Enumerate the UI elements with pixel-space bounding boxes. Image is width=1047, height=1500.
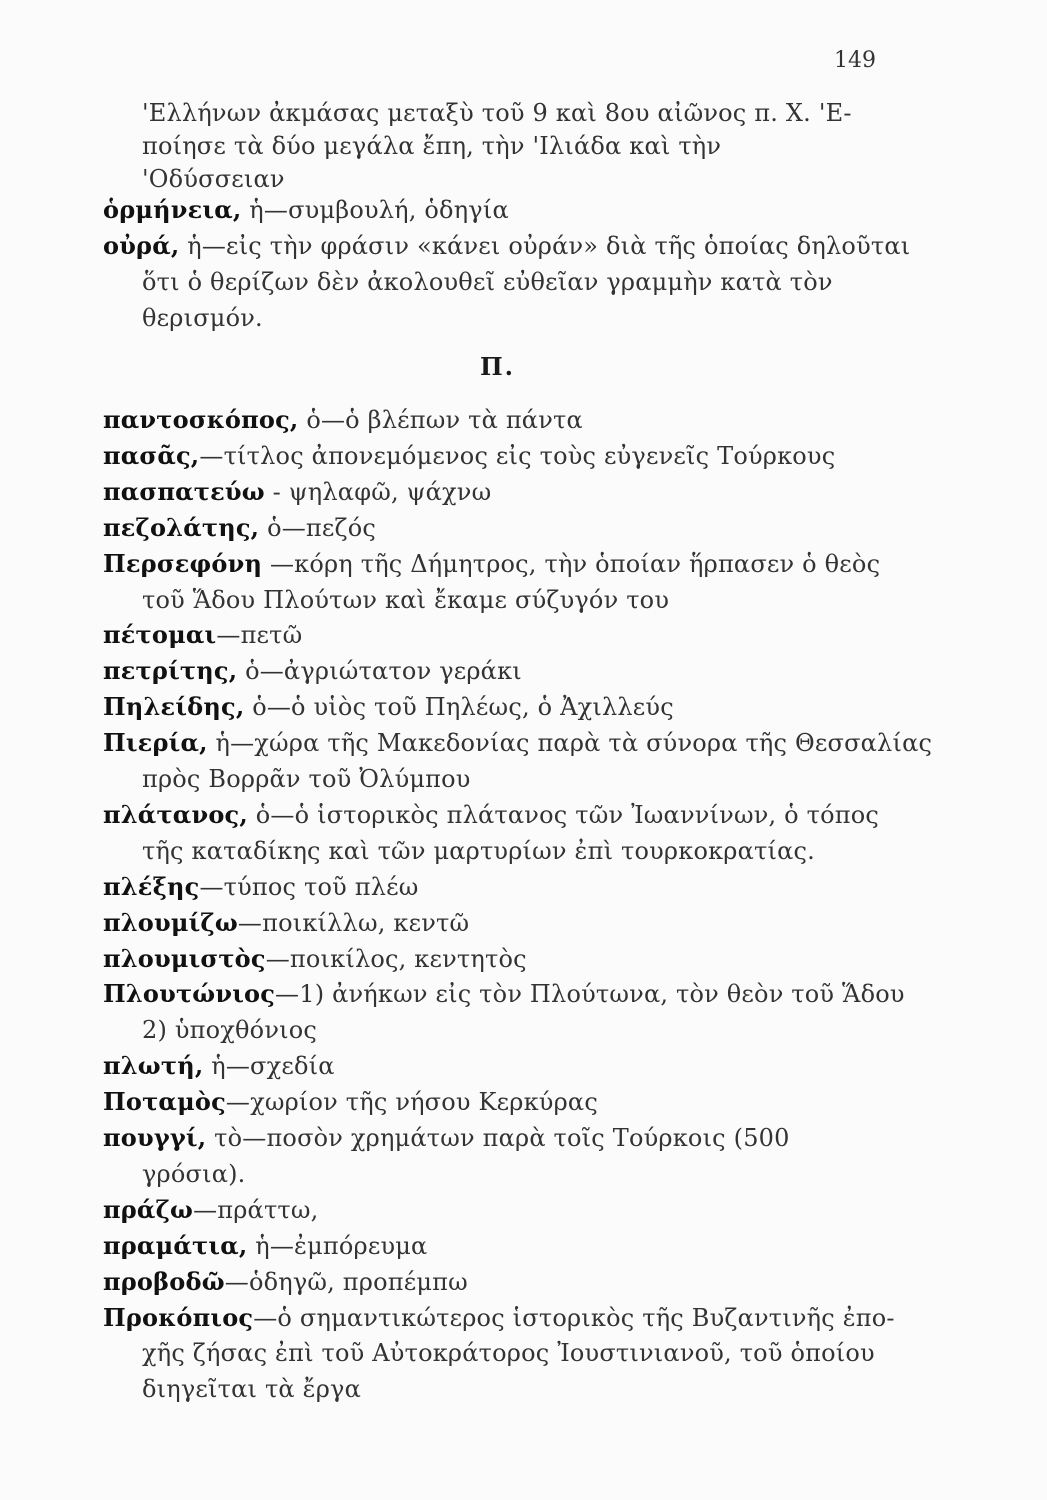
entry-definition: ποίησε τὰ δύο μεγάλα ἔπη, τὴν 'Ιλιάδα καὶ τὴν xyxy=(142,132,722,160)
entry-definition: ὅτι ὁ θερίζων δὲν ἀκολουθεῖ εὐθεῖαν γραμμὴν κατὰ τὸν xyxy=(142,268,833,296)
entry-headword: πλάτανος, xyxy=(103,799,248,829)
entry-headword: Ποταμὸς xyxy=(103,1087,226,1117)
entry-headword: Πλουτώνιος xyxy=(103,979,276,1009)
dictionary-entry xyxy=(103,513,376,543)
entry-headword: Πιερία, xyxy=(103,728,208,758)
continuation-line xyxy=(142,98,852,128)
entry-headword: πεζολάτης, xyxy=(103,512,260,542)
entry-definition: —ὁδηγῶ, προπέμπω xyxy=(224,1267,468,1296)
entry-definition: ὁ—πεζός xyxy=(259,513,377,542)
dictionary-entry xyxy=(103,441,835,471)
entry-definition: —τίτλος ἀπονεμόμενος εἰς τοὺς εὐγενεῖς Τούρκους xyxy=(199,441,836,470)
dictionary-entry xyxy=(103,1087,598,1117)
entry-definition: τῆς καταδίκης καὶ τῶν μαρτυρίων ἐπὶ τουρκοκρατίας. xyxy=(142,836,815,865)
dictionary-entry-continuation xyxy=(142,267,833,297)
entry-definition: —κόρη τῆς Δήμητρος, τὴν ὁποίαν ἥρπασεν ὁ θεὸς xyxy=(262,549,881,578)
entry-definition: ἡ—εἰς τὴν φράσιν «κάνει οὐράν» διὰ τῆς ὁποίας δηλοῦται xyxy=(179,232,911,260)
entry-definition: 2) ὑποχθόνιος xyxy=(142,1016,318,1045)
entry-definition: θερισμόν. xyxy=(142,304,263,332)
entry-definition: χῆς ζήσας ἐπὶ τοῦ Αὐτοκράτορος Ἰουστινιανοῦ, τοῦ ὁποίου xyxy=(142,1339,875,1368)
entry-headword: πράζω xyxy=(103,1194,194,1224)
entry-headword: παντοσκόπος, xyxy=(103,405,299,434)
dictionary-entry xyxy=(103,477,491,507)
entry-definition: - ψηλαφῶ, ψάχνω xyxy=(264,477,492,506)
dictionary-entry xyxy=(103,1195,319,1225)
continuation-line xyxy=(142,131,721,161)
entry-definition: —τύπος τοῦ πλέω xyxy=(199,872,419,901)
entry-definition: διηγεῖται τὰ ἔργα xyxy=(142,1375,362,1404)
dictionary-entry xyxy=(103,1051,335,1081)
entry-definition: πρὸς Βορρᾶν τοῦ Ὀλύμπου xyxy=(142,765,471,793)
entry-headword: ὁρμήνεια, xyxy=(103,195,242,224)
entry-definition: —ποικίλλω, κεντῶ xyxy=(237,908,470,937)
dictionary-entry-continuation xyxy=(142,1159,246,1189)
entry-definition: γρόσια). xyxy=(142,1159,246,1188)
entry-definition: 'Ελλήνων ἀκμάσας μεταξὺ τοῦ 9 καὶ 8ου αἰῶνος π. Χ. 'Ε- xyxy=(142,99,852,127)
dictionary-entry-continuation xyxy=(142,1015,317,1045)
entry-headword: πουγγί, xyxy=(103,1123,207,1152)
entry-definition: —ὁ σημαντικώτερος ἱστορικὸς τῆς Βυζαντινῆς ἐπο- xyxy=(253,1303,895,1332)
entry-definition: —πράττω, xyxy=(193,1195,319,1224)
entry-headword: πλωτή, xyxy=(103,1051,204,1081)
dictionary-entry xyxy=(103,728,932,758)
section-heading: Π. xyxy=(480,352,516,381)
entry-definition: τοῦ Ἅδου Πλούτων καὶ ἔκαμε σύζυγόν του xyxy=(142,585,670,614)
entry-definition: —πετῶ xyxy=(216,621,303,650)
continuation-line xyxy=(142,164,285,194)
entry-headword: πασᾶς, xyxy=(103,440,200,470)
entry-headword: πλουμίζω xyxy=(103,907,238,937)
dictionary-entry xyxy=(103,231,910,261)
entry-definition: ἡ—ἐμπόρευμα xyxy=(247,1231,428,1260)
entry-definition: ὁ—ὁ υἱὸς τοῦ Πηλέως, ὁ Ἀχιλλεύς xyxy=(244,693,674,722)
entry-headword: Προκόπιος xyxy=(103,1302,254,1332)
entry-definition: 'Οδύσσειαν xyxy=(142,165,285,193)
dictionary-entry xyxy=(103,405,583,435)
dictionary-entry-continuation xyxy=(142,764,471,794)
dictionary-entry xyxy=(103,549,880,579)
dictionary-entry-continuation xyxy=(142,836,815,866)
entry-headword: Πηλείδης, xyxy=(103,692,245,722)
dictionary-entry xyxy=(103,872,419,902)
entry-definition: ἡ—συμβουλή, ὁδηγία xyxy=(241,196,509,224)
dictionary-entry-continuation xyxy=(142,1338,875,1368)
dictionary-entry xyxy=(103,979,905,1009)
dictionary-entry xyxy=(103,800,879,830)
page-number: 149 xyxy=(834,48,876,73)
entry-definition: τὸ—ποσὸν χρημάτων παρὰ τοῖς Τούρκοις (500 xyxy=(206,1124,790,1152)
entry-definition: ἡ—χώρα τῆς Μακεδονίας παρὰ τὰ σύνορα τῆς Θεσσαλίας xyxy=(207,729,933,758)
entry-headword: πασπατεύω xyxy=(103,476,265,506)
dictionary-entry xyxy=(103,944,527,974)
dictionary-entry xyxy=(103,620,302,650)
dictionary-entry-continuation xyxy=(142,1374,361,1404)
entry-definition: ἡ—σχεδία xyxy=(203,1052,335,1081)
entry-headword: οὐρά, xyxy=(103,231,180,260)
dictionary-entry xyxy=(103,656,522,686)
entry-headword: πλουμιστὸς xyxy=(103,943,266,973)
dictionary-entry xyxy=(103,692,674,722)
entry-definition: —χωρίον τῆς νήσου Κερκύρας xyxy=(225,1088,598,1117)
entry-headword: προβοδῶ xyxy=(103,1266,225,1296)
dictionary-entry-continuation xyxy=(142,303,263,333)
entry-headword: πλέξης xyxy=(103,871,200,901)
dictionary-entry xyxy=(103,195,509,225)
entry-definition: —1) ἀνήκων εἰς τὸν Πλούτωνα, τὸν θεὸν τοῦ Ἅδου xyxy=(275,980,905,1009)
entry-headword: πέτομαι xyxy=(103,620,217,650)
dictionary-entry xyxy=(103,1123,790,1153)
entry-headword: πετρίτης, xyxy=(103,656,238,686)
dictionary-entry xyxy=(103,1231,427,1261)
entry-definition: ὁ—ὁ ἱστορικὸς πλάτανος τῶν Ἰωαννίνων, ὁ τόπος xyxy=(247,800,880,829)
dictionary-entry xyxy=(103,908,469,938)
dictionary-entry xyxy=(103,1303,895,1333)
entry-definition: —ποικίλος, κεντητὸς xyxy=(265,944,527,973)
dictionary-entry-continuation xyxy=(142,585,669,615)
entry-definition: ὁ—ἀγριώτατον γεράκι xyxy=(237,657,522,686)
dictionary-entry xyxy=(103,1267,468,1297)
entry-definition: ὁ—ὁ βλέπων τὰ πάντα xyxy=(298,406,583,434)
entry-headword: πραμάτια, xyxy=(103,1230,248,1260)
entry-headword: Περσεφόνη xyxy=(103,548,263,578)
